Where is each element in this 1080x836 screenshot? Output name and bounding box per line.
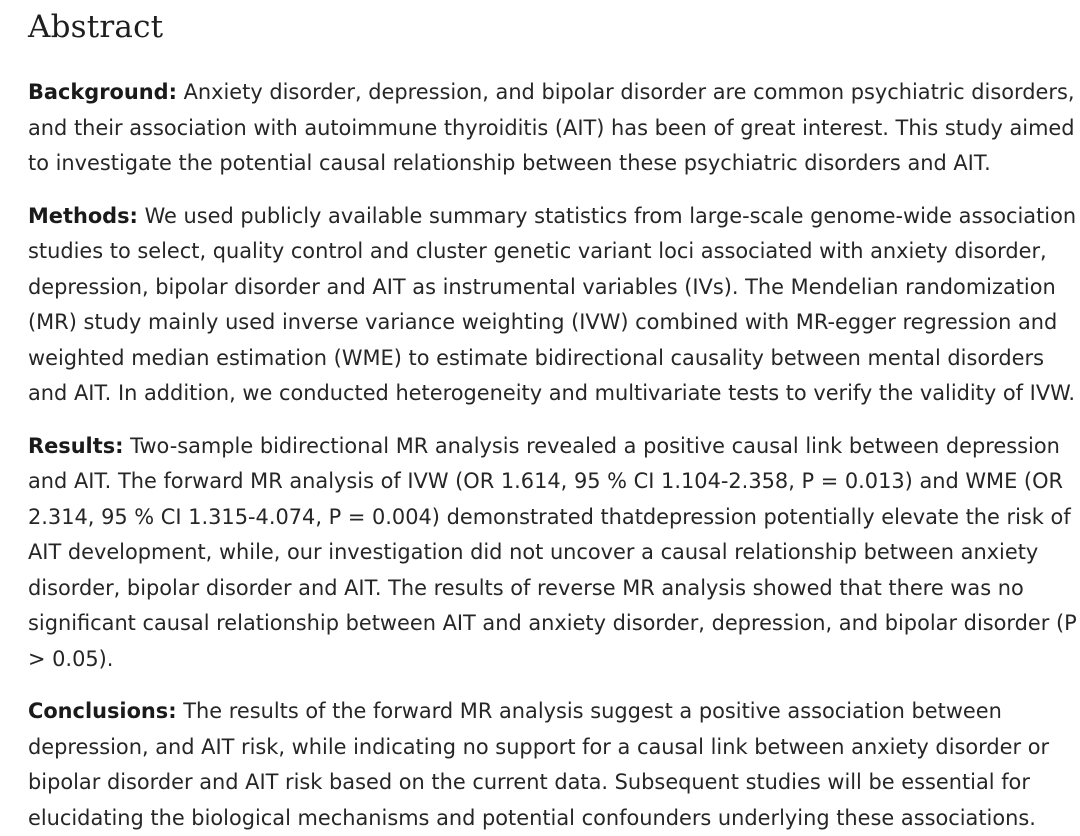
conclusions-text: The results of the forward MR analysis suggest a positive association between depression, and AIT risk, while indicating no support for a causal link between anxiety disorder or bipolar disorder and AIT risk based on the current data. Subsequent studies will be essential for elucidating the biological mechanisms and potential confounders underlying these associations.	[28, 699, 1050, 830]
background-paragraph	[28, 75, 1080, 182]
abstract-section	[28, 0, 1080, 836]
background-text: Anxiety disorder, depression, and bipolar disorder are common psychiatric disorders, and their association with autoimmune thyroiditis (AIT) has been of great interest. This study aimed to investigate the potential causal relationship between these psychiatric disorders and AIT.	[28, 80, 1075, 175]
methods-label: Methods:	[28, 203, 138, 228]
abstract-heading: Abstract	[28, 9, 164, 45]
methods-text: We used publicly available summary statistics from large-scale genome-wide association studies to select, quality control and cluster genetic variant loci associated with anxiety disorder, depression, bipolar disorder and AIT as instrumental variables (IVs). The Mendelian randomization (MR) study mainly used inverse variance weighting (IVW) combined with MR-egger regression and weighted median estimation (WME) to estimate bidirectional causality between mental disorders and AIT. In addition, we conducted heterogeneity and multivariate tests to verify the validity of IVW.	[28, 203, 1077, 405]
conclusions-paragraph	[28, 694, 1080, 836]
results-label: Results:	[28, 433, 124, 458]
results-paragraph	[28, 429, 1080, 678]
methods-paragraph	[28, 199, 1080, 412]
results-text: Two-sample bidirectional MR analysis revealed a positive causal link between depression and AIT. The forward MR analysis of IVW (OR 1.614, 95 % CI 1.104-2.358, P = 0.013) and WME (OR 2.314, 95 % CI 1.315-4.074, P = 0.004) demonstrated thatdepression potentially elevate the risk of AIT development, while, our investigation did not uncover a causal relationship between anxiety disorder, bipolar disorder and AIT. The results of reverse MR analysis showed that there was no significant causal relationship between AIT and anxiety disorder, depression, and bipolar disorder (P > 0.05).	[28, 433, 1077, 671]
background-label: Background:	[28, 80, 177, 104]
conclusions-label: Conclusions:	[28, 699, 177, 723]
